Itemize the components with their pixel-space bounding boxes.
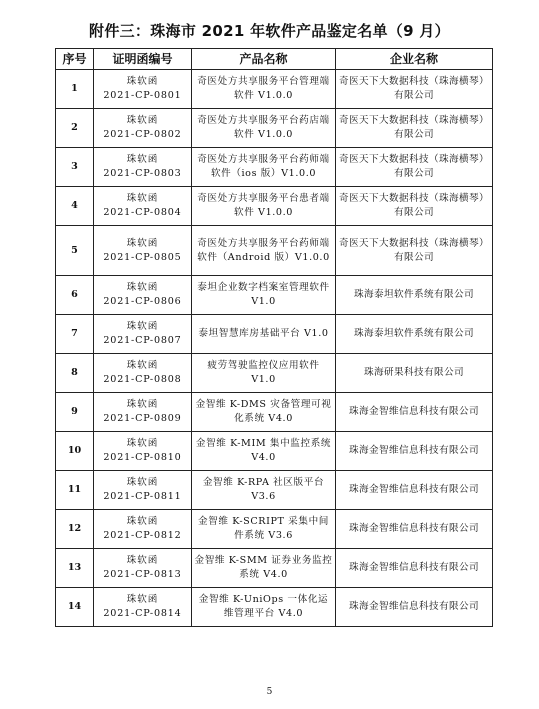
table-row — [56, 148, 493, 187]
cert-prefix: 珠软函 — [126, 399, 159, 410]
row-product: 泰坦智慧库房基础平台 V1.0 — [192, 315, 336, 354]
row-index: 8 — [56, 354, 94, 393]
row-index: 13 — [56, 549, 94, 588]
cert-number: 2021-CP-0807 — [103, 335, 182, 346]
table-row — [56, 588, 493, 627]
cert-number: 2021-CP-0801 — [103, 90, 182, 101]
row-product: 奇医处方共享服务平台药师端软件（ios 版）V1.0.0 — [192, 148, 336, 187]
table-row — [56, 354, 493, 393]
cert-number: 2021-CP-0813 — [103, 569, 182, 580]
cert-number: 2021-CP-0805 — [103, 251, 182, 263]
row-cert — [94, 393, 192, 432]
table-row — [56, 471, 493, 510]
cert-prefix: 珠软函 — [126, 154, 159, 165]
row-company: 珠海泰坦软件系统有限公司 — [336, 315, 493, 354]
cert-prefix: 珠软函 — [126, 237, 159, 249]
cert-prefix: 珠软函 — [126, 360, 159, 371]
cert-number: 2021-CP-0809 — [103, 413, 182, 424]
page-title: 附件三：珠海市 2021 年软件产品鉴定名单（9 月） — [89, 22, 450, 40]
row-product: 奇医处方共享服务平台药师端软件（Android 版）V1.0.0 — [192, 226, 336, 276]
row-company: 珠海金智维信息科技有限公司 — [336, 471, 493, 510]
row-product: 疲劳驾驶监控仪应用软件 V1.0 — [192, 354, 336, 393]
row-company: 珠海研果科技有限公司 — [336, 354, 493, 393]
cert-number: 2021-CP-0802 — [103, 129, 182, 140]
row-index: 14 — [56, 588, 94, 627]
cert-number: 2021-CP-0810 — [103, 452, 182, 463]
row-cert — [94, 148, 192, 187]
table-row — [56, 315, 493, 354]
row-company: 奇医天下大数据科技（珠海横琴）有限公司 — [336, 109, 493, 148]
row-company: 珠海泰坦软件系统有限公司 — [336, 276, 493, 315]
header-index: 序号 — [56, 49, 94, 70]
row-cert — [94, 226, 192, 276]
row-index: 4 — [56, 187, 94, 226]
row-cert — [94, 471, 192, 510]
row-company: 珠海金智维信息科技有限公司 — [336, 510, 493, 549]
row-cert — [94, 354, 192, 393]
table-body — [56, 70, 493, 627]
cert-number: 2021-CP-0811 — [103, 491, 182, 502]
row-company: 珠海金智维信息科技有限公司 — [336, 549, 493, 588]
header-cert: 证明函编号 — [94, 49, 192, 70]
cert-number: 2021-CP-0803 — [103, 168, 182, 179]
row-company: 奇医天下大数据科技（珠海横琴）有限公司 — [336, 187, 493, 226]
appraisal-table — [55, 48, 493, 627]
row-index: 2 — [56, 109, 94, 148]
table-header-row — [56, 49, 493, 70]
row-cert — [94, 510, 192, 549]
table-row — [56, 70, 493, 109]
row-product: 金智维 K-DMS 灾备管理可视化系统 V4.0 — [192, 393, 336, 432]
cert-prefix: 珠软函 — [126, 193, 159, 204]
row-index: 1 — [56, 70, 94, 109]
cert-number: 2021-CP-0804 — [103, 207, 182, 218]
row-product: 金智维 K-SCRIPT 采集中间件系统 V3.6 — [192, 510, 336, 549]
row-company: 奇医天下大数据科技（珠海横琴）有限公司 — [336, 226, 493, 276]
row-product: 奇医处方共享服务平台管理端软件 V1.0.0 — [192, 70, 336, 109]
cert-number: 2021-CP-0812 — [103, 530, 182, 541]
row-cert — [94, 276, 192, 315]
table-row — [56, 432, 493, 471]
header-company: 企业名称 — [336, 49, 493, 70]
cert-number: 2021-CP-0814 — [103, 608, 182, 619]
row-product: 泰坦企业数字档案室管理软件 V1.0 — [192, 276, 336, 315]
row-cert — [94, 549, 192, 588]
row-index: 7 — [56, 315, 94, 354]
table-row — [56, 510, 493, 549]
row-product: 金智维 K-RPA 社区版平台 V3.6 — [192, 471, 336, 510]
cert-prefix: 珠软函 — [126, 76, 159, 87]
cert-prefix: 珠软函 — [126, 321, 159, 332]
cert-prefix: 珠软函 — [126, 438, 159, 449]
table-row — [56, 549, 493, 588]
row-product: 奇医处方共享服务平台患者端软件 V1.0.0 — [192, 187, 336, 226]
table-row — [56, 226, 493, 276]
row-company: 珠海金智维信息科技有限公司 — [336, 432, 493, 471]
row-index: 10 — [56, 432, 94, 471]
row-index: 3 — [56, 148, 94, 187]
cert-prefix: 珠软函 — [126, 477, 159, 488]
row-cert — [94, 109, 192, 148]
row-product: 金智维 K-UniOps 一体化运维管理平台 V4.0 — [192, 588, 336, 627]
cert-number: 2021-CP-0806 — [103, 296, 182, 307]
row-cert — [94, 315, 192, 354]
row-product: 金智维 K-SMM 证券业务监控系统 V4.0 — [192, 549, 336, 588]
table-row — [56, 276, 493, 315]
row-cert — [94, 432, 192, 471]
cert-prefix: 珠软函 — [126, 516, 159, 527]
header-product: 产品名称 — [192, 49, 336, 70]
row-cert — [94, 588, 192, 627]
row-index: 12 — [56, 510, 94, 549]
cert-prefix: 珠软函 — [126, 115, 159, 126]
row-company: 奇医天下大数据科技（珠海横琴）有限公司 — [336, 70, 493, 109]
row-cert — [94, 70, 192, 109]
row-cert — [94, 187, 192, 226]
row-index: 9 — [56, 393, 94, 432]
cert-prefix: 珠软函 — [126, 282, 159, 293]
page-number: 5 — [266, 687, 273, 697]
table-row — [56, 109, 493, 148]
row-index: 6 — [56, 276, 94, 315]
table-row — [56, 393, 493, 432]
row-company: 珠海金智维信息科技有限公司 — [336, 588, 493, 627]
row-company: 珠海金智维信息科技有限公司 — [336, 393, 493, 432]
cert-number: 2021-CP-0808 — [103, 374, 182, 385]
row-product: 奇医处方共享服务平台药店端软件 V1.0.0 — [192, 109, 336, 148]
row-company: 奇医天下大数据科技（珠海横琴）有限公司 — [336, 148, 493, 187]
row-index: 11 — [56, 471, 94, 510]
table-row — [56, 187, 493, 226]
cert-prefix: 珠软函 — [126, 594, 159, 605]
row-product: 金智维 K-MIM 集中监控系统 V4.0 — [192, 432, 336, 471]
row-index: 5 — [56, 226, 94, 276]
cert-prefix: 珠软函 — [126, 555, 159, 566]
